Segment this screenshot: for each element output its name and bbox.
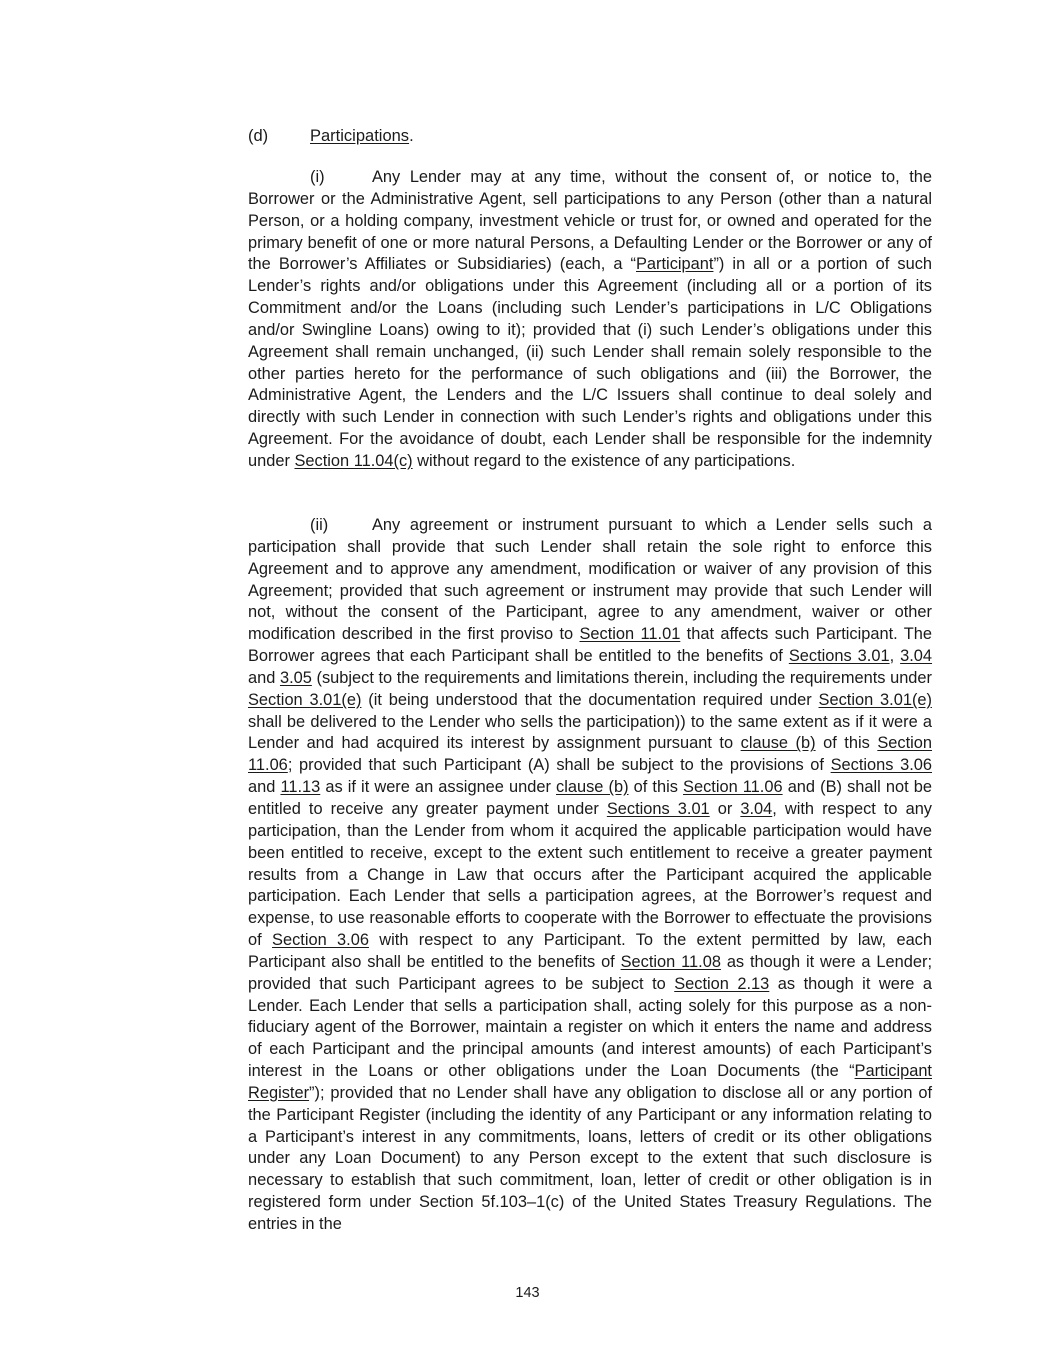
defined-term-participant-register: Participant Register (248, 1062, 932, 1102)
paragraph-ii-label: (ii) (310, 516, 329, 534)
paragraph-text: as if it were an assignee under (320, 778, 557, 797)
section-reference: Sections 3.06 (830, 756, 932, 775)
heading-number: (d) (248, 127, 269, 145)
heading-period: . (409, 127, 414, 145)
section-reference: Section 3.01(e) (248, 690, 362, 709)
section-reference: Sections 3.01 (788, 647, 890, 666)
section-reference: 11.13 (280, 778, 321, 797)
paragraph-text: ”); provided that no Lender shall have any obligation to disclose all or any portion of the Participant Register (including the identity of any Participant or any information relating to a Participant’s interest in any commitments, loans, letters of credit or its other obligations under any Loan Document) to any Person except to the extent that such disclosure is necessary to establish that such commitment, loan, letter of credit or other obligation is in registered form under Section 5f.103–1(c) of the United States Treasury Regulations. The entries in the (248, 1083, 932, 1233)
page-number: 143 (515, 1285, 540, 1301)
paragraph-text: (it being understood that the documentation required under (361, 690, 819, 709)
paragraph-ii (248, 515, 932, 1236)
paragraph-text: with respect to any Participant. To the extent permitted by law, each Participant also shall be entitled to the benefits of (248, 931, 932, 971)
section-reference: 3.04 (740, 799, 773, 818)
section-heading (248, 126, 414, 147)
clause-reference: clause (b) (740, 734, 816, 753)
paragraph-text: , (889, 647, 901, 666)
section-reference: Section 3.06 (272, 931, 369, 950)
paragraph-text: without regard to the existence of any participations. (412, 451, 796, 470)
paragraph-text: of this (628, 778, 684, 797)
clause-reference: clause (b) (556, 778, 629, 797)
paragraph-text: shall be delivered to the Lender who sells the participation)) to the same extent as if it were a Lender and had acquired its interest by assignment pursuant to (248, 712, 932, 753)
paragraph-text: and (248, 668, 280, 687)
paragraph-text: ”) in all or a portion of such Lender’s rights and/or obligations under this Agreement (including all or a portion of its Commitment and/or the Loans (including such Lender’s participations in L/C Obligations and/or Swingline Loans) owing to it); provided that (i) such Lender’s obligations under this Agreement shall remain unchanged, (ii) such Lender shall remain solely responsible to the other parties hereto for the performance of such obligations and (iii) the Borrower, the Administrative Agent, the Lenders and the L/C Issuers shall continue to deal solely and directly with such Lender in connection with such Lender’s rights and obligations under this Agreement. For the avoidance of doubt, each Lender shall be responsible for the indemnity under (248, 255, 932, 470)
paragraph-text: and (248, 778, 281, 797)
paragraph-i-label: (i) (310, 168, 325, 186)
defined-term-participant: Participant (636, 255, 714, 274)
paragraph-text: Any Lender may at any time, without the consent of, or notice to, the Borrower or the Administrative Agent, sell participations to any Person (other than a natural Person, or a holding company, investment vehicle or trust for, or owned and operated for the primary benefit of one or more natural Persons, a Defaulting Lender or the Borrower or any of the Borrower’s Affiliates or Subsidiaries) (each, a “ (248, 168, 932, 274)
section-reference: Section 11.01 (579, 625, 681, 644)
section-reference: Sections 3.01 (606, 799, 710, 818)
paragraph-text: ; provided that such Participant (A) shall be subject to the provisions of (287, 756, 831, 775)
section-reference: Section 3.01(e) (818, 690, 932, 709)
paragraph-text: and (B) shall not be entitled to receive any greater payment under (248, 778, 932, 818)
section-reference: Section 11.08 (620, 952, 721, 971)
paragraph-text: or (709, 799, 741, 818)
paragraph-i (248, 167, 932, 473)
section-reference: 3.04 (900, 647, 933, 666)
paragraph-text: (subject to the requirements and limitations therein, including the requirements under (311, 668, 933, 687)
paragraph-text: as though it were a Lender; provided that such Participant agrees to be subject to (248, 952, 932, 993)
section-reference: Section 11.04(c) (294, 451, 413, 470)
paragraph-text: that affects such Participant. The Borrower agrees that each Participant shall be entitled to the benefits of (248, 625, 932, 666)
section-reference: Section 2.13 (674, 974, 770, 993)
paragraph-text: of this (815, 734, 878, 753)
section-reference: Section 11.06 (683, 778, 783, 797)
section-reference: 3.05 (279, 668, 312, 687)
heading-title: Participations (310, 127, 410, 145)
paragraph-text: , with respect to any participation, than the Lender from whom it acquired the applicable participation would have been entitled to receive, except to the extent such entitlement to receive a greater payment results from a Change in Law that occurs after the Participant acquired the applicable participation. Each Lender that sells a participation agrees, at the Borrower’s request and expense, to use reasonable efforts to cooperate with the Borrower to effectuate the provisions of (248, 799, 933, 950)
paragraph-text: as though it were a Lender. Each Lender that sells a participation shall, acting solely for this purpose as a non-fiduciary agent of the Borrower, maintain a register on which it enters the name and address of each Participant and the principal amounts (and interest amounts) of each Participant’s interest in the Loans or other obligations under the Loan Documents (the “ (248, 974, 932, 1081)
section-reference: Section 11.06 (248, 734, 933, 775)
paragraph-text: Any agreement or instrument pursuant to which a Lender sells such a participation shall provide that such Lender shall retain the sole right to enforce this Agreement and to approve any amendment, modification or waiver of any provision of this Agreement; provided that such agreement or instrument may provide that such Lender will not, without the consent of the Participant, agree to any amendment, waiver or other modification described in the first proviso to (248, 516, 932, 644)
